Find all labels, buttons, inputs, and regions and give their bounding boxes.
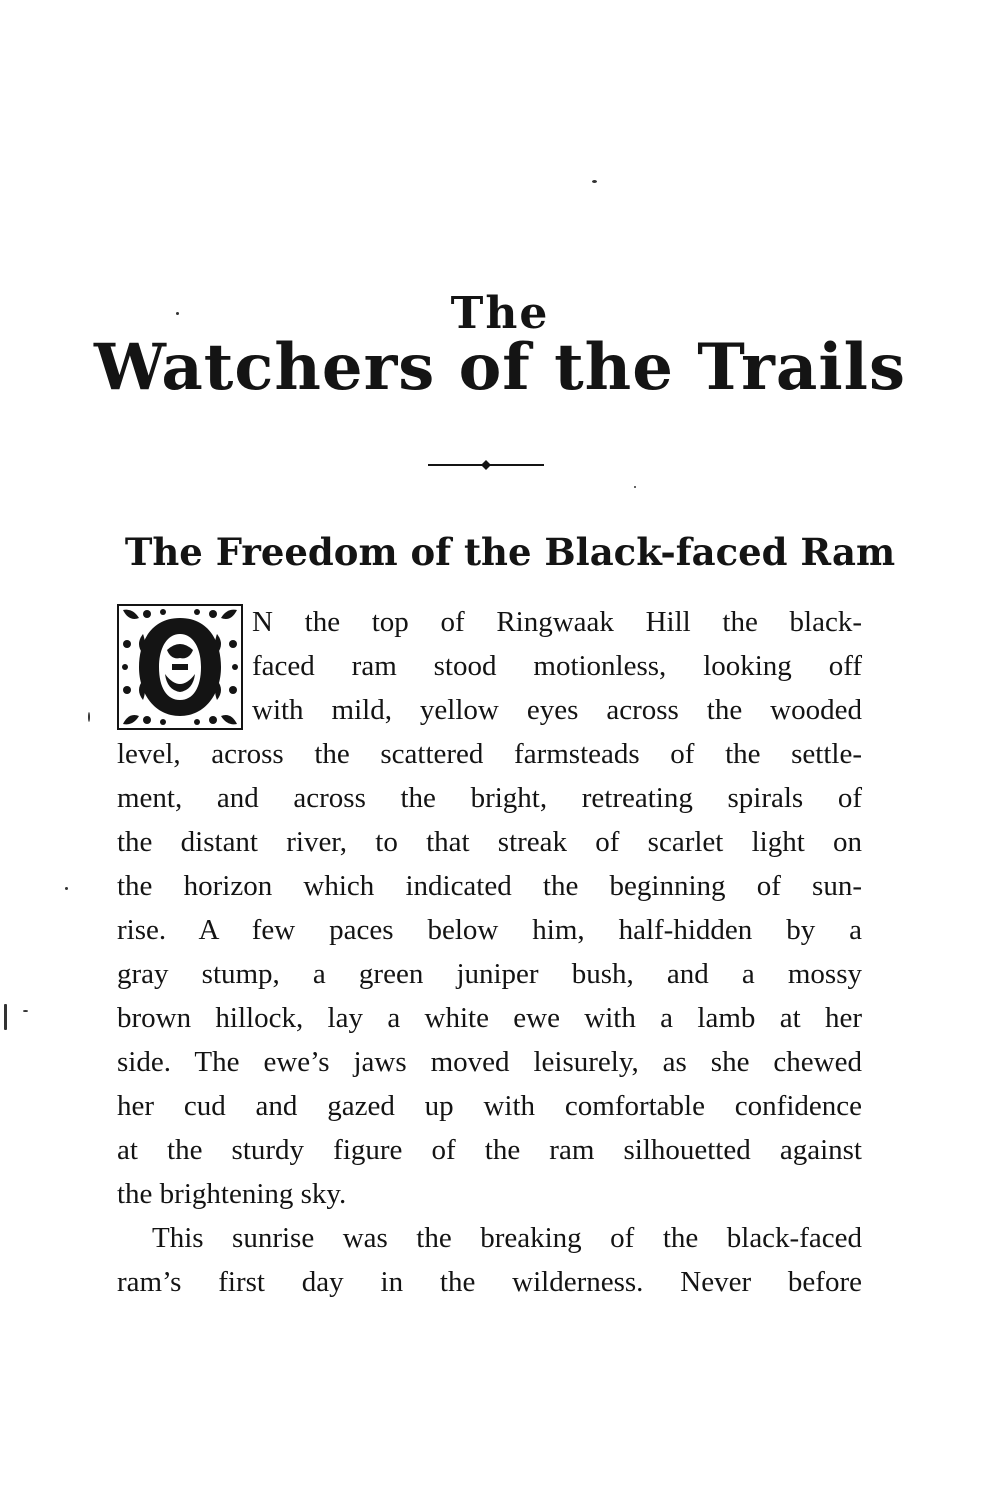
- print-speck: [634, 486, 636, 488]
- text-line-indented: This sunrise was the breaking of the black-faced: [152, 1222, 862, 1254]
- print-speck: [88, 712, 90, 722]
- print-speck: [592, 180, 597, 183]
- text-line: level, across the scattered farmsteads of the settle-: [117, 738, 862, 770]
- text-line: ram’s first day in the wilderness. Never before: [117, 1266, 862, 1298]
- text-line: the horizon which indicated the beginning of sun-: [117, 870, 862, 902]
- text-line: ment, and across the bright, retreating spirals of: [117, 782, 862, 814]
- text-line: rise. A few paces below him, half-hidden by a: [117, 914, 862, 946]
- title-divider-ornament: [428, 458, 544, 472]
- text-line: her cud and gazed up with comfortable confidence: [117, 1090, 862, 1122]
- decorated-drop-cap: [117, 604, 243, 730]
- drop-cap-line-1: N the top of Ringwaak Hill the black-: [252, 606, 862, 638]
- text-line: gray stump, a green juniper bush, and a mossy: [117, 958, 862, 990]
- print-speck: [23, 1010, 28, 1012]
- book-title: Watchers of the Trails: [94, 330, 906, 405]
- drop-cap-line-2: faced ram stood motionless, looking off: [252, 650, 862, 682]
- text-line: side. The ewe’s jaws moved leisurely, as she chewed: [117, 1046, 862, 1078]
- print-speck: [65, 887, 68, 890]
- text-line: at the sturdy figure of the ram silhouetted against: [117, 1134, 862, 1166]
- print-speck: [4, 1004, 7, 1030]
- chapter-title: The Freedom of the Black-faced Ram: [124, 530, 896, 574]
- text-line: the brightening sky.: [117, 1178, 347, 1210]
- text-line: the distant river, to that streak of scarlet light on: [117, 826, 862, 858]
- drop-cap-line-3: with mild, yellow eyes across the wooded: [252, 694, 862, 726]
- text-line: brown hillock, lay a white ewe with a lamb at her: [117, 1002, 862, 1034]
- book-title-prefix: The: [450, 288, 550, 339]
